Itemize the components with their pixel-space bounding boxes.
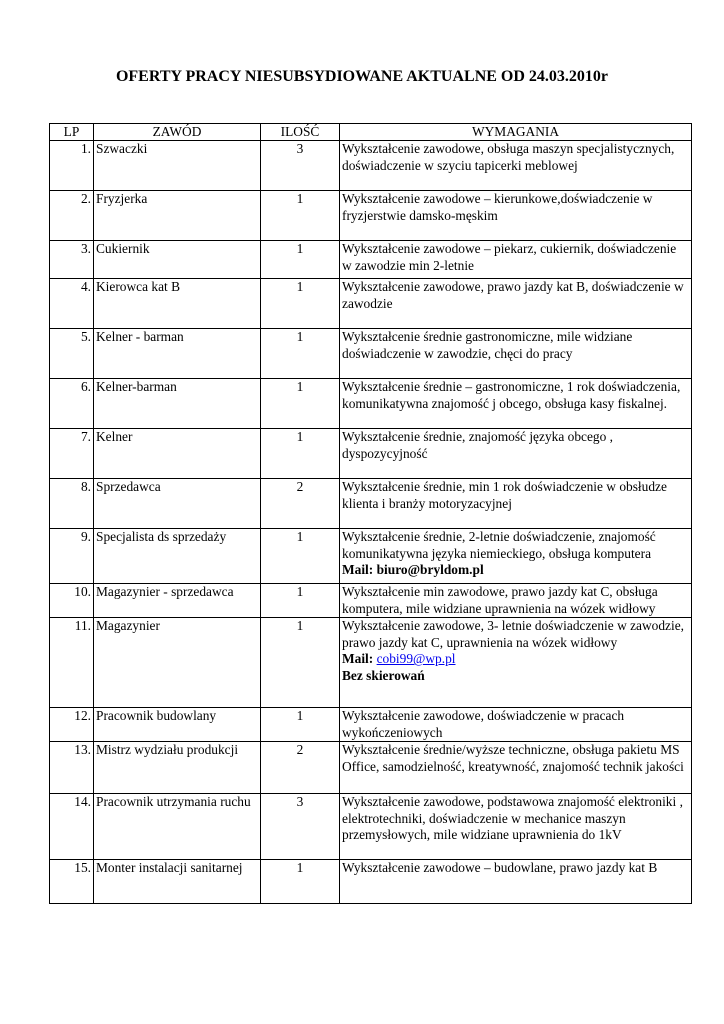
job-quantity: 1 bbox=[261, 241, 340, 279]
job-quantity: 2 bbox=[261, 479, 340, 529]
referral-note: Bez skierowań bbox=[342, 667, 425, 683]
table-row bbox=[50, 379, 692, 429]
job-requirements: Wykształcenie zawodowe, obsługa maszyn specjalistycznych, doświadczenie w szyciu tapicerki meblowej bbox=[340, 141, 692, 191]
row-number: 3. bbox=[50, 241, 94, 279]
job-title: Kelner-barman bbox=[94, 379, 261, 429]
table-row bbox=[50, 860, 692, 904]
email-link[interactable]: cobi99@wp.pl bbox=[376, 651, 456, 667]
table-row bbox=[50, 584, 692, 618]
job-requirements: Wykształcenie średnie/wyższe techniczne, obsługa pakietu MS Office, samodzielność, kreatywność, znajomość technik jakości bbox=[340, 742, 692, 794]
job-title: Szwaczki bbox=[94, 141, 261, 191]
job-quantity: 1 bbox=[261, 708, 340, 742]
job-requirements: Wykształcenie zawodowe, doświadczenie w pracach wykończeniowych bbox=[340, 708, 692, 742]
job-requirements: Wykształcenie zawodowe, prawo jazdy kat B, doświadczenie w zawodzie bbox=[340, 279, 692, 329]
job-requirements bbox=[340, 529, 692, 584]
job-quantity: 1 bbox=[261, 191, 340, 241]
job-quantity: 1 bbox=[261, 860, 340, 904]
job-requirements: Wykształcenie średnie – gastronomiczne, 1 rok doświadczenia, komunikatywna znajomość j obcego, obsługa kasy fiskalnej. bbox=[340, 379, 692, 429]
row-number: 7. bbox=[50, 429, 94, 479]
job-title: Magazynier bbox=[94, 618, 261, 708]
job-quantity: 1 bbox=[261, 529, 340, 584]
row-number: 5. bbox=[50, 329, 94, 379]
job-requirements bbox=[340, 618, 692, 708]
job-quantity: 1 bbox=[261, 279, 340, 329]
table-row bbox=[50, 529, 692, 584]
job-quantity: 3 bbox=[261, 141, 340, 191]
row-number: 10. bbox=[50, 584, 94, 618]
header-qty: ILOŚĆ bbox=[261, 124, 340, 141]
job-title: Kelner - barman bbox=[94, 329, 261, 379]
job-quantity: 1 bbox=[261, 584, 340, 618]
row-number: 2. bbox=[50, 191, 94, 241]
table-row bbox=[50, 479, 692, 529]
job-title: Cukiernik bbox=[94, 241, 261, 279]
table-row bbox=[50, 141, 692, 191]
table-row bbox=[50, 241, 692, 279]
table-row bbox=[50, 191, 692, 241]
row-number: 4. bbox=[50, 279, 94, 329]
job-requirements: Wykształcenie zawodowe – piekarz, cukiernik, doświadczenie w zawodzie min 2-letnie bbox=[340, 241, 692, 279]
job-requirements: Wykształcenie zawodowe – budowlane, prawo jazdy kat B bbox=[340, 860, 692, 904]
contact-email: Mail: biuro@bryldom.pl bbox=[342, 562, 484, 578]
job-requirements: Wykształcenie średnie gastronomiczne, mile widziane doświadczenie w zawodzie, chęci do pracy bbox=[340, 329, 692, 379]
table-row bbox=[50, 708, 692, 742]
job-title: Kelner bbox=[94, 429, 261, 479]
row-number: 12. bbox=[50, 708, 94, 742]
job-requirements: Wykształcenie średnie, min 1 rok doświadczenie w obsłudze klienta i branży motoryzacyjnej bbox=[340, 479, 692, 529]
table-row bbox=[50, 279, 692, 329]
job-title: Sprzedawca bbox=[94, 479, 261, 529]
job-requirements: Wykształcenie zawodowe – kierunkowe,doświadczenie w fryzjerstwie damsko-męskim bbox=[340, 191, 692, 241]
job-requirements: Wykształcenie zawodowe, podstawowa znajomość elektroniki , elektrotechniki, doświadczenie w mechanice maszyn przemysłowych, mile widziane uprawnienia do 1kV bbox=[340, 794, 692, 860]
job-quantity: 1 bbox=[261, 329, 340, 379]
row-number: 9. bbox=[50, 529, 94, 584]
row-number: 15. bbox=[50, 860, 94, 904]
job-title: Specjalista ds sprzedaży bbox=[94, 529, 261, 584]
job-title: Mistrz wydziału produkcji bbox=[94, 742, 261, 794]
job-quantity: 1 bbox=[261, 429, 340, 479]
job-quantity: 1 bbox=[261, 618, 340, 708]
header-lp: LP bbox=[50, 124, 94, 141]
job-requirements: Wykształcenie średnie, znajomość języka obcego , dyspozycyjność bbox=[340, 429, 692, 479]
requirements-text: Wykształcenie zawodowe, 3- letnie doświadczenie w zawodzie, prawo jazdy kat C, uprawnienia na wózek widłowy bbox=[342, 618, 684, 650]
job-title: Fryzjerka bbox=[94, 191, 261, 241]
row-number: 13. bbox=[50, 742, 94, 794]
job-title: Magazynier - sprzedawca bbox=[94, 584, 261, 618]
contact-email bbox=[342, 651, 689, 667]
table-header-row bbox=[50, 124, 692, 141]
mail-label: Mail: bbox=[342, 651, 374, 667]
row-number: 1. bbox=[50, 141, 94, 191]
row-number: 11. bbox=[50, 618, 94, 708]
table-row bbox=[50, 742, 692, 794]
job-title: Pracownik utrzymania ruchu bbox=[94, 794, 261, 860]
table-row bbox=[50, 429, 692, 479]
job-quantity: 1 bbox=[261, 379, 340, 429]
table-row bbox=[50, 329, 692, 379]
table-row bbox=[50, 618, 692, 708]
job-quantity: 3 bbox=[261, 794, 340, 860]
requirements-text: Wykształcenie średnie, 2-letnie doświadczenie, znajomość komunikatywna języka niemieckiego, obsługa komputera bbox=[342, 529, 656, 561]
table-row bbox=[50, 794, 692, 860]
row-number: 8. bbox=[50, 479, 94, 529]
job-offers-table bbox=[49, 123, 692, 904]
job-requirements: Wykształcenie min zawodowe, prawo jazdy kat C, obsługa komputera, mile widziane uprawnienia na wózek widłowy bbox=[340, 584, 692, 618]
job-title: Monter instalacji sanitarnej bbox=[94, 860, 261, 904]
job-title: Kierowca kat B bbox=[94, 279, 261, 329]
job-quantity: 2 bbox=[261, 742, 340, 794]
row-number: 14. bbox=[50, 794, 94, 860]
page-title: OFERTY PRACY NIESUBSYDIOWANE AKTUALNE OD 24.03.2010r bbox=[115, 68, 609, 85]
row-number: 6. bbox=[50, 379, 94, 429]
job-title: Pracownik budowlany bbox=[94, 708, 261, 742]
header-job: ZAWÓD bbox=[94, 124, 261, 141]
header-requirements: WYMAGANIA bbox=[340, 124, 692, 141]
